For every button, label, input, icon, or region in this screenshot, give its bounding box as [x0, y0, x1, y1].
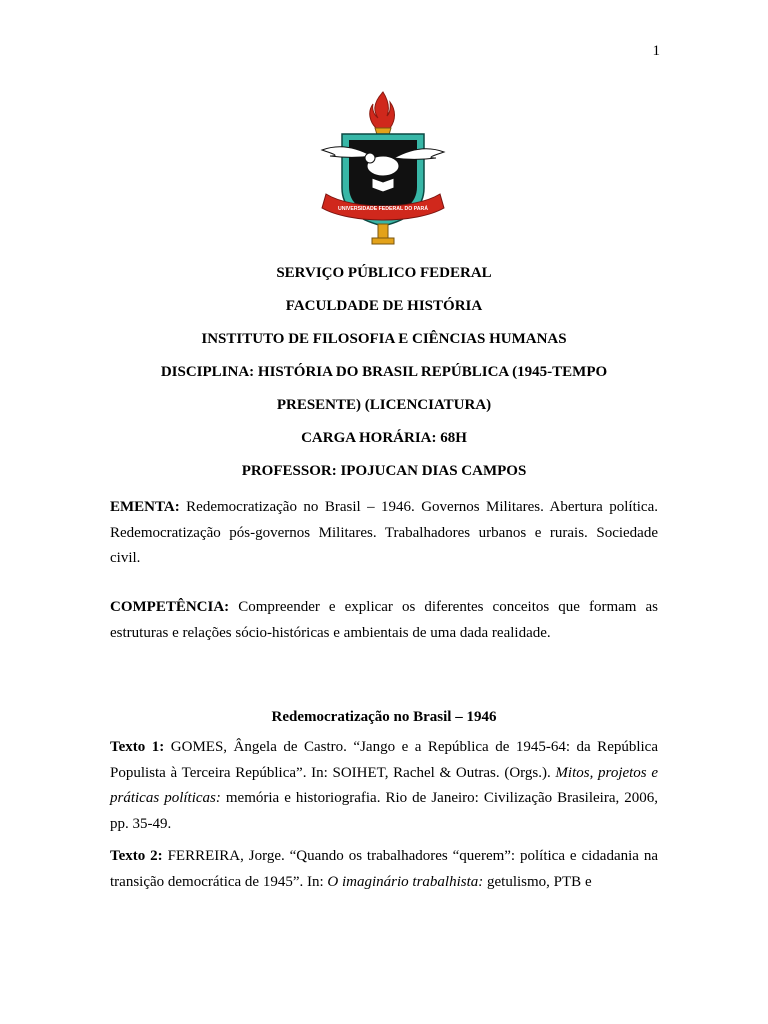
- ementa-label: EMENTA:: [110, 499, 180, 515]
- texto1-title: Mitos, projetos e práticas políticas:: [110, 764, 659, 806]
- document-header: [110, 262, 658, 493]
- header-line-service: SERVIÇO PÚBLICO FEDERAL: [276, 265, 492, 281]
- texto1-part1: GOMES, Ângela de Castro. “Jango e a República de 1945-64: da República Populista à Terceira República”. In: SOIHET, Rachel & Outras. (Orgs.).: [110, 739, 658, 781]
- texto1-part2: memória e historiografia. Rio de Janeiro: Civilização Brasileira, 2006, pp. 35-49.: [110, 790, 658, 832]
- texto2-part2: getulismo, PTB e: [483, 873, 592, 890]
- header-line-discipline: DISCIPLINA: HISTÓRIA DO BRASIL REPÚBLICA (1945-TEMPO: [160, 364, 608, 380]
- flame-shape: [370, 92, 395, 128]
- texto2-paragraph: [110, 844, 658, 895]
- texto2-title: O imaginário trabalhista:: [327, 873, 484, 890]
- texto2-label: Texto 2:: [110, 848, 163, 864]
- header-line-workload: CARGA HORÁRIA: 68H: [301, 430, 467, 446]
- section-title: Redemocratização no Brasil – 1946: [271, 709, 497, 725]
- competencia-label: COMPETÊNCIA:: [110, 599, 230, 615]
- header-line-faculty: FACULDADE DE HISTÓRIA: [285, 298, 483, 314]
- ementa-text: Redemocratização no Brasil – 1946. Governos Militares. Abertura política. Redemocratização pós-governos Militares. Trabalhadores urbanos e rurais. Sociedade civil.: [110, 499, 658, 566]
- page-number: 1: [652, 43, 660, 59]
- ribbon-text: UNIVERSIDADE FEDERAL DO PARÁ: [337, 206, 429, 212]
- header-line-professor: PROFESSOR: IPOJUCAN DIAS CAMPOS: [241, 463, 527, 479]
- base-foot: [372, 238, 394, 244]
- competencia-text: Compreender e explicar os diferentes conceitos que formam as estruturas e relações sócio-históricas e ambientais de uma dada realidade.: [110, 599, 658, 641]
- texto1-paragraph: [110, 735, 658, 837]
- texto1-label: Texto 1:: [110, 739, 165, 755]
- header-line-discipline-cont: PRESENTE) (LICENCIATURA): [276, 397, 492, 413]
- texto2-part1: FERREIRA, Jorge. “Quando os trabalhadores “querem”: política e cidadania na transição democrática de 1945”. In:: [110, 848, 658, 890]
- header-line-institute: INSTITUTO DE FILOSOFIA E CIÊNCIAS HUMANAS: [201, 331, 567, 347]
- eagle-head: [365, 153, 375, 163]
- ementa-paragraph: [110, 495, 658, 572]
- university-seal-icon: [312, 88, 454, 250]
- competencia-paragraph: [110, 595, 658, 646]
